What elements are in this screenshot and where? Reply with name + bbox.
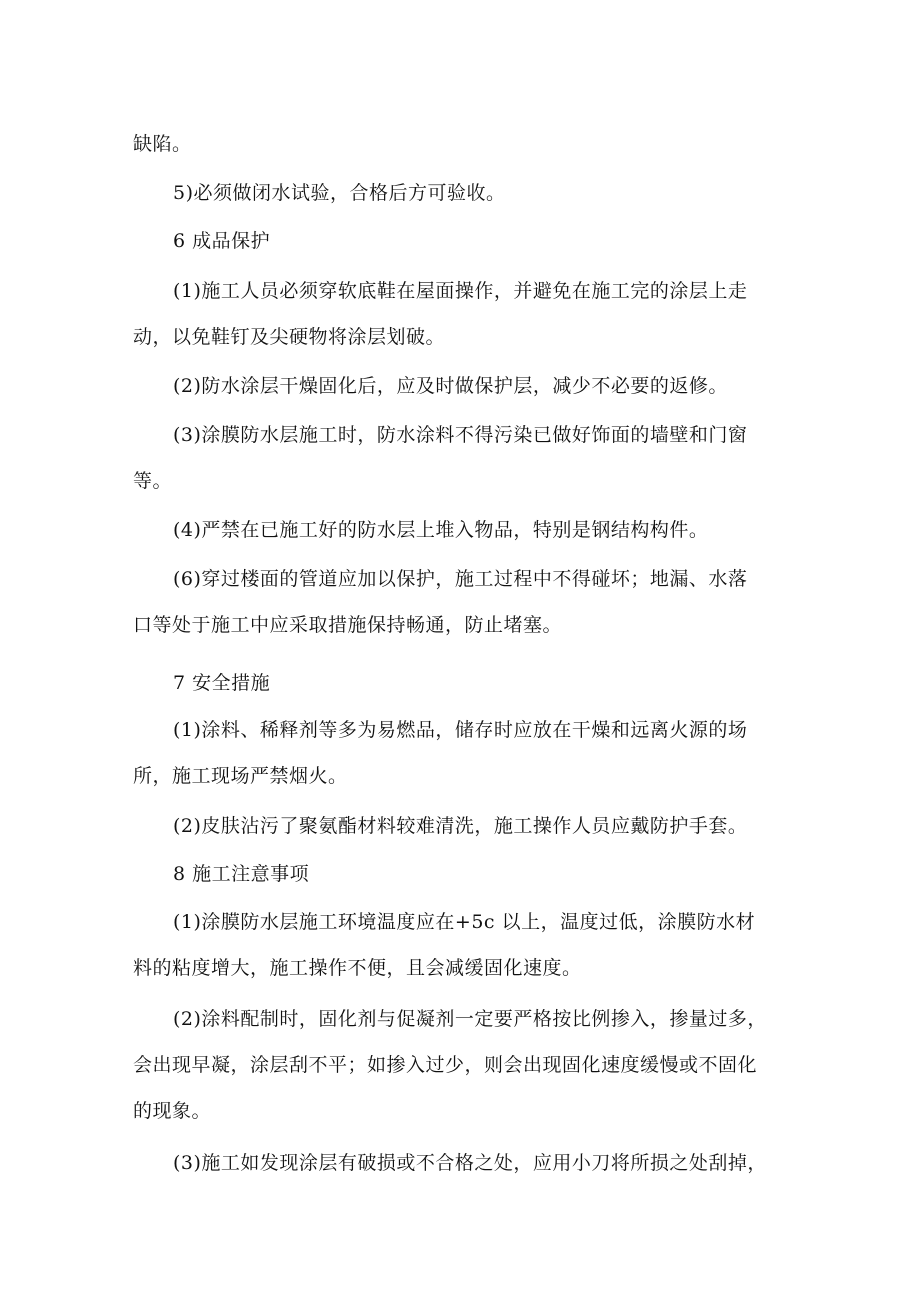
text-line: 会出现早凝，涂层刮不平；如掺入过少，则会出现固化速度缓慢或不固化 (133, 1054, 758, 1076)
paragraph-defect-end (133, 121, 783, 167)
text-line: 5)必须做闭水试验，合格后方可验收。 (173, 182, 506, 204)
text-line: 7 安全措施 (173, 672, 271, 694)
text-line: 料的粘度增大，施工操作不便，且会减缓固化速度。 (133, 957, 582, 979)
text-line: 8 施工注意事项 (173, 863, 310, 885)
paragraph-8-2 (133, 996, 783, 1134)
paragraph-6-4 (133, 507, 783, 553)
text-line: 所，施工现场严禁烟火。 (133, 765, 348, 787)
text-line: (3)施工如发现涂层有破损或不合格之处，应用小刀将所损之处刮掉， (173, 1152, 767, 1174)
text-line: 的现象。 (133, 1100, 212, 1122)
paragraph-item-5 (133, 170, 783, 216)
text-line: (1)涂料、稀释剂等多为易燃品，储存时应放在干燥和远离火源的场 (173, 719, 748, 741)
text-line: 缺陷。 (133, 133, 192, 155)
text-line: (1)施工人员必须穿软底鞋在屋面操作，并避免在施工完的涂层上走 (173, 280, 748, 302)
text-line: (4)严禁在已施工好的防水层上堆入物品，特别是钢结构构件。 (173, 519, 709, 541)
paragraph-6-6 (133, 556, 783, 648)
text-line: 6 成品保护 (173, 230, 271, 252)
text-line: (2)涂料配制时，固化剂与促凝剂一定要严格按比例掺入，掺量过多， (173, 1008, 767, 1030)
section-heading-8 (133, 851, 783, 897)
paragraph-7-1 (133, 707, 783, 799)
text-line: (2)防水涂层干燥固化后，应及时做保护层，减少不必要的返修。 (173, 375, 728, 397)
text-line: (6)穿过楼面的管道应加以保护，施工过程中不得碰坏；地漏、水落 (173, 568, 748, 590)
paragraph-6-1 (133, 268, 783, 360)
text-line: 动，以免鞋钉及尖硬物将涂层划破。 (133, 326, 446, 348)
section-heading-6 (133, 218, 783, 264)
paragraph-6-3 (133, 412, 783, 504)
paragraph-7-2 (133, 803, 783, 849)
paragraph-8-3 (133, 1140, 783, 1186)
text-line: 口等处于施工中应采取措施保持畅通，防止堵塞。 (133, 614, 563, 636)
text-line: (2)皮肤沾污了聚氨酯材料较难清洗，施工操作人员应戴防护手套。 (173, 815, 748, 837)
text-line: (1)涂膜防水层施工环境温度应在+5c 以上，温度过低，涂膜防水材 (173, 911, 756, 933)
section-heading-7 (133, 660, 783, 706)
text-line: (3)涂膜防水层施工时，防水涂料不得污染已做好饰面的墙壁和门窗 (173, 424, 748, 446)
paragraph-6-2 (133, 363, 783, 409)
text-line: 等。 (133, 470, 173, 492)
paragraph-8-1 (133, 899, 783, 991)
